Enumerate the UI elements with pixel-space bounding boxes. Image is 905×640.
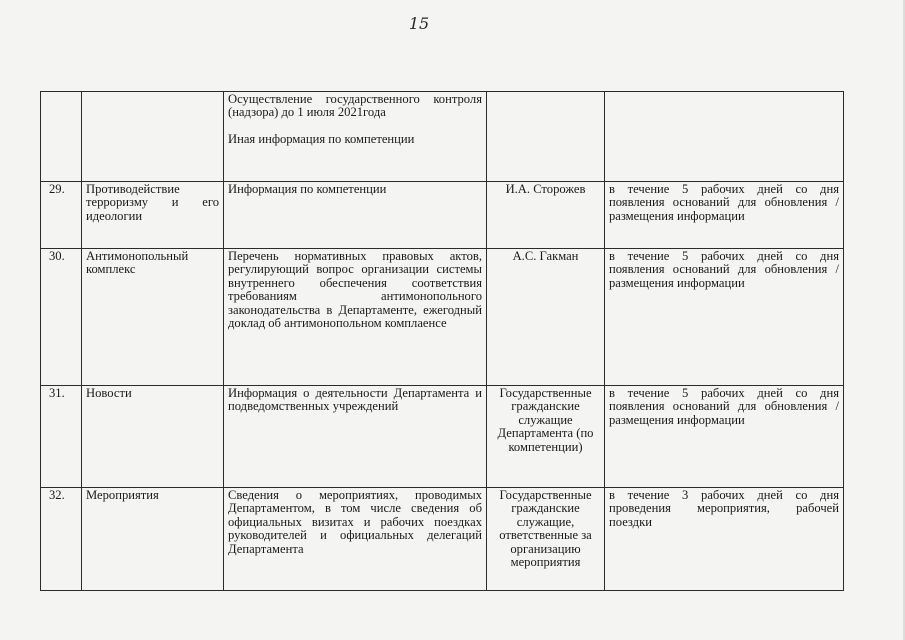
content-cell: Информация по компетенции [224, 182, 487, 249]
page-number: 15 [408, 14, 430, 33]
content-cell: Информация о деятельности Департамента и подведомственных учреждений [224, 386, 487, 488]
section-name: Новости [82, 386, 224, 488]
row-number: 30. [41, 249, 82, 386]
term-cell: в течение 5 рабочих дней со дня появления оснований для обновления /размещения информации [605, 386, 844, 488]
responsible-cell [487, 92, 605, 182]
row-number: 31. [41, 386, 82, 488]
table-row [41, 488, 844, 591]
term-cell: в течение 5 рабочих дней со дня появления оснований для обновления /размещения информации [605, 182, 844, 249]
section-name: Противодействие терроризму и его идеологии [82, 182, 224, 249]
term-cell [605, 92, 844, 182]
row-number [41, 92, 82, 182]
content-paragraph: Осуществление государственного контроля (надзора) до 1 июля 2021года [228, 92, 482, 120]
responsible-cell: И.А. Сторожев [487, 182, 605, 249]
row-number: 32. [41, 488, 82, 591]
table-row [41, 249, 844, 386]
table-row [41, 92, 844, 182]
section-name: Антимонопольный комплекс [82, 249, 224, 386]
table-row [41, 386, 844, 488]
responsible-cell: А.С. Гакман [487, 249, 605, 386]
content-paragraph: Иная информация по компетенции [228, 132, 415, 147]
section-name [82, 92, 224, 182]
paragraph-gap [228, 120, 482, 133]
table-row [41, 182, 844, 249]
information-table [40, 91, 844, 591]
row-number: 29. [41, 182, 82, 249]
content-cell [224, 92, 487, 182]
term-cell: в течение 5 рабочих дней со дня появления оснований для обновления /размещения информации [605, 249, 844, 386]
responsible-cell: Государственные гражданские служащие, ответственные за организацию мероприятия [487, 488, 605, 591]
content-cell: Перечень нормативных правовых актов, регулирующий вопрос организации системы внутреннего обеспечения соответствия требованиям антимонопольного законодательства в Департаменте, ежегодный доклад об антимонопольном комплаенсе [224, 249, 487, 386]
term-cell: в течение 3 рабочих дней со дня проведения мероприятия, рабочей поездки [605, 488, 844, 591]
section-name: Мероприятия [82, 488, 224, 591]
responsible-cell: Государственные гражданские служащие Департамента (по компетенции) [487, 386, 605, 488]
content-cell: Сведения о мероприятиях, проводимых Департаментом, в том числе сведения об официальных визитах и рабочих поездках руководителей и официальных делегаций Департамента [224, 488, 487, 591]
